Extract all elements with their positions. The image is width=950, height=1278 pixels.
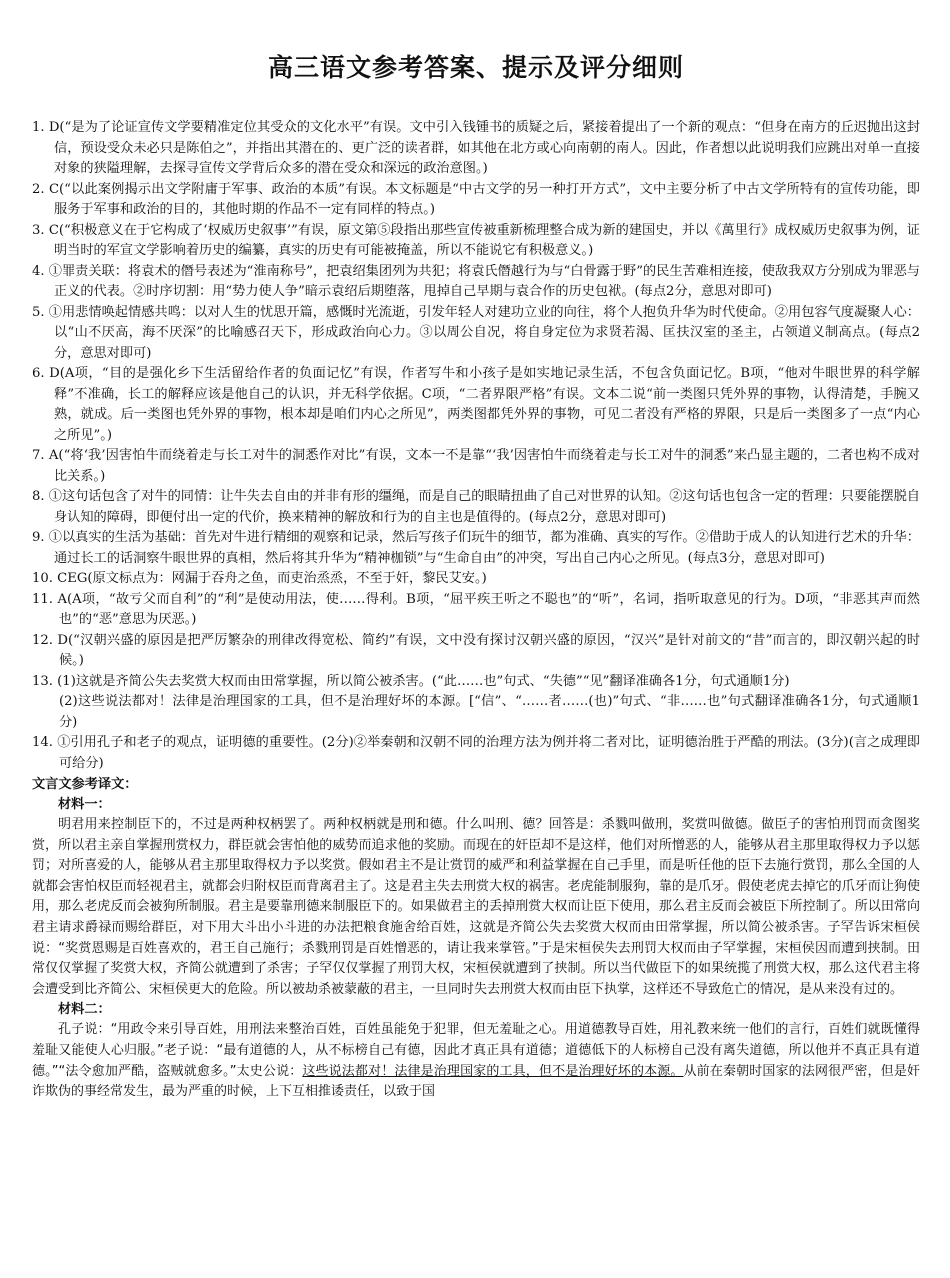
answer-item-11: 11. A(A项，“故亏父而自利”的“利”是使动用法，使……得利。B项，“屈平疾王听之不聪也”的“听”，名词，指听取意见的行为。D项，“非恶其声而然也”的“恶”意思为厌恶。) xyxy=(32,591,920,627)
material-2-underlined-sentence: 这些说法都对！法律是治理国家的工具，但不是治理好坏的本源。 xyxy=(302,1063,684,1079)
answer-item-12: 12. D(“汉朝兴盛的原因是把严厉繁杂的刑律改得宽松、简约”有误，文中没有探讨汉朝兴盛的原因，“汉兴”是针对前文的“昔”而言的，即汉朝兴起的时候。) xyxy=(32,632,921,668)
answer-item-7: 7. A(“将‘我’因害怕牛而绕着走与长工对牛的洞悉作对比”有误，文本一不是靠“‘我’因害怕牛而绕着走与长工对牛的洞悉”来凸显主题的，二者也构不成对比关系。) xyxy=(32,448,920,484)
answer-item-14: 14. ①引用孔子和老子的观点，证明德的重要性。(2分)②举秦朝和汉朝不同的治理方法为例并将二者对比，证明德治胜于严酷的刑法。(3分)(言之成理即可给分) xyxy=(32,735,920,771)
translation-section xyxy=(32,775,920,1103)
answer-item-13: 13. (1)这就是齐简公失去奖赏大权而由田常掌握，所以简公被杀害。(“此……也”句式、“失德”“见”翻译准确各1分，句式通顺1分) xyxy=(32,673,790,689)
answer-item-8: 8. ①这句话包含了对牛的同情：让牛失去自由的并非有形的缰绳，而是自己的眼睛扭曲了自己对世界的认知。②这句话也包含一定的哲理：只要能摆脱自身认知的障碍，即便付出一定的代价，换来精神的解放和行为的自主也是值得的。(每点2分，意思对即可) xyxy=(32,489,920,525)
answer-item-5: 5. ①用悲情唤起情感共鸣：以对人生的忧思开篇，感慨时光流逝，引发年轻人对建功立业的向往，将个人抱负升华为时代使命。②用包容气度凝聚人心：以“山不厌高，海不厌深”的比喻感召天下，形成政治向心力。③以周公自况，将自身定位为求贤若渴、匡扶汉室的圣主，占领道义制高点。(每点2分，意思对即可) xyxy=(32,304,920,361)
answer-item-6: 6. D(A项，“目的是强化乡下生活留给作者的负面记忆”有误，作者写牛和小孩子是如实地记录生活，不包含负面记忆。B项，“他对牛眼世界的科学解释”不准确，长工的解释应该是他自己的认识，并无科学依据。C项，“二者界限严格”有误。文本二说“前一类图只凭外界的事物，认得清楚，手腕又熟，就成。后一类图也凭外界的事物，根本却是咱们内心之所见”，两类图都凭外界的事物，可见二者没有严格的界限，只是后一类图多了一点“内心之所见”。) xyxy=(32,366,920,443)
answer-item-3: 3. C(“积极意义在于它构成了‘权威历史叙事’”有误，原文第⑤段指出那些宣传被重新梳理整合成为新的建国史，并以《萬里行》成权威历史叙事为例，证明当时的军宣文学影响着历史的编纂，真实的历史有可能被掩盖，所以不能说它有积极意义。) xyxy=(32,222,920,258)
page-title: 高三语文参考答案、提示及评分细则 xyxy=(267,53,684,82)
material-1-heading: 材料一： xyxy=(58,797,111,812)
translation-heading: 文言文参考译文： xyxy=(32,777,138,792)
answer-item-10: 10. CEG(原文标点为：网漏于吞舟之鱼，而吏治烝烝，不至于奸，黎民艾安。) xyxy=(32,571,487,586)
material-1-text: 明君用来控制臣下的，不过是两种权柄罢了。两种权柄就是刑和德。什么叫刑、德？回答是：杀戮叫做刑，奖赏叫做德。做臣子的害怕刑罚而贪图奖赏，所以君主亲自掌握刑赏权力，群臣就会害怕他的威势而追求他的奖励。而现在的奸臣却不是这样，他们对所憎恶的人，能够从君主那里取得权力予以惩罚；对所喜爱的人，能够从君主那里取得权力予以奖赏。假如君主不是让赏罚的威严和利益掌握在自己手里，而是听任他的臣下去施行赏罚，那么全国的人就都会害怕权臣而轻视君主，就都会归附权臣而背离君主了。这是君主失去刑赏大权的祸害。老虎能制服狗，靠的是爪牙。假使老虎去掉它的爪牙而让狗使用，那么老虎反而会被狗所制服。君主是要靠刑德来制服臣下的。如果做君主的丢掉刑赏大权而让臣下使用，那么君主反而会被臣下所控制了。所以田常向君主请求爵禄而赐给群臣，对下用大斗出小斗进的办法把粮食施舍给百姓，这就是齐简公失去奖赏大权而由田常掌握，所以简公被杀害。子罕告诉宋桓侯说：“奖赏恩赐是百姓喜欢的，君王自己施行；杀戮刑罚是百姓憎恶的，请让我来掌管。”于是宋桓侯失去刑罚大权而由子罕掌握，宋桓侯因而遭到挟制。田常仅仅掌握了奖赏大权，齐简公就遭到了杀害；子罕仅仅掌握了刑罚大权，宋桓侯就遭到了挟制。所以当代做臣下的如果统揽了刑赏大权，那么这代君主将会遭受到比齐简公、宋桓侯更大的危险。所以被劫杀被蒙蔽的君主，一旦同时失去刑赏大权而由臣下执掌，这样还不导致危亡的情况，是从来没有过的。 xyxy=(32,817,920,997)
material-2-text-part-b: 从前在秦朝时国家的法网很严密，但是奸诈欺伪的事经常发生，最为严重的时候，上下互相推诿责任，以致于国 xyxy=(32,1063,920,1100)
answer-item-2: 2. C(“以此案例揭示出文学附庸于军事、政治的本质”有误。本文标题是“中古文学的另一种打开方式”，文中主要分析了中古文学所特有的宣传功能，即服务于军事和政治的目的，其他时期的作品不一定有同样的特点。) xyxy=(32,181,920,217)
material-2-text-part-a: 孔子说：“用政令来引导百姓，用刑法来整治百姓，百姓虽能免于犯罪，但无羞耻之心。用道德教导百姓，用礼教来统一他们的言行，百姓们就既懂得羞耻又能使人心归服。”老子说：“最有道德的人，从不标榜自己有德，因此才真正具有道德；道德低下的人标榜自己没有离失道德，所以他并不真正具有道德。”“法令愈加严酷，盗贼就愈多。”太史公说： xyxy=(32,1022,920,1079)
answer-item-4: 4. ①罪责关联：将袁术的僭号表述为“淮南称号”，把袁绍集团列为共犯；将袁氏僭越行为与“白骨露于野”的民生苦难相连接，使敌我双方分别成为罪恶与正义的代表。②时序切割：用“势力使人争”暗示袁绍后期堕落，甩掉自己早期与袁合作的历史包袱。(每点2分，意思对即可) xyxy=(32,263,920,299)
answer-item-13-part-2: (2)这些说法都对！法律是治理国家的工具，但不是治理好坏的本源。[“信”、“……者……(也)”句式、“非……也”句式翻译准确各1分，句式通顺1分) xyxy=(59,694,920,730)
material-2-heading: 材料二： xyxy=(58,1002,111,1018)
answer-list xyxy=(32,118,920,774)
material-2-text xyxy=(32,1020,920,1102)
answer-item-1: 1. D(“是为了论证宣传文学要精准定位其受众的文化水平”有误。文中引入钱锺书的质疑之后，紧接着提出了一个新的观点：“但身在南方的丘迟抛出这封信，预设受众未必只是陈伯之”，并指出其潜在的、更广泛的读者群，如其他在北方或心向南朝的南人。因此，作者想以此说明我们应跳出对单一直接对象的狭隘理解，去探寻宣传文学背后众多的潜在受众和深远的政治意图。) xyxy=(32,120,920,176)
answer-item-9: 9. ①以真实的生活为基础：首先对牛进行精细的观察和记录，然后写孩子们玩牛的细节，都为准确、真实的写作。②借助于成人的认知进行艺术的升华：通过长工的话洞察牛眼世界的真相，然后将其升华为“精神枷锁”与“生命自由”的冲突，写出自己内心之所见。(每点3分，意思对即可) xyxy=(32,530,920,566)
